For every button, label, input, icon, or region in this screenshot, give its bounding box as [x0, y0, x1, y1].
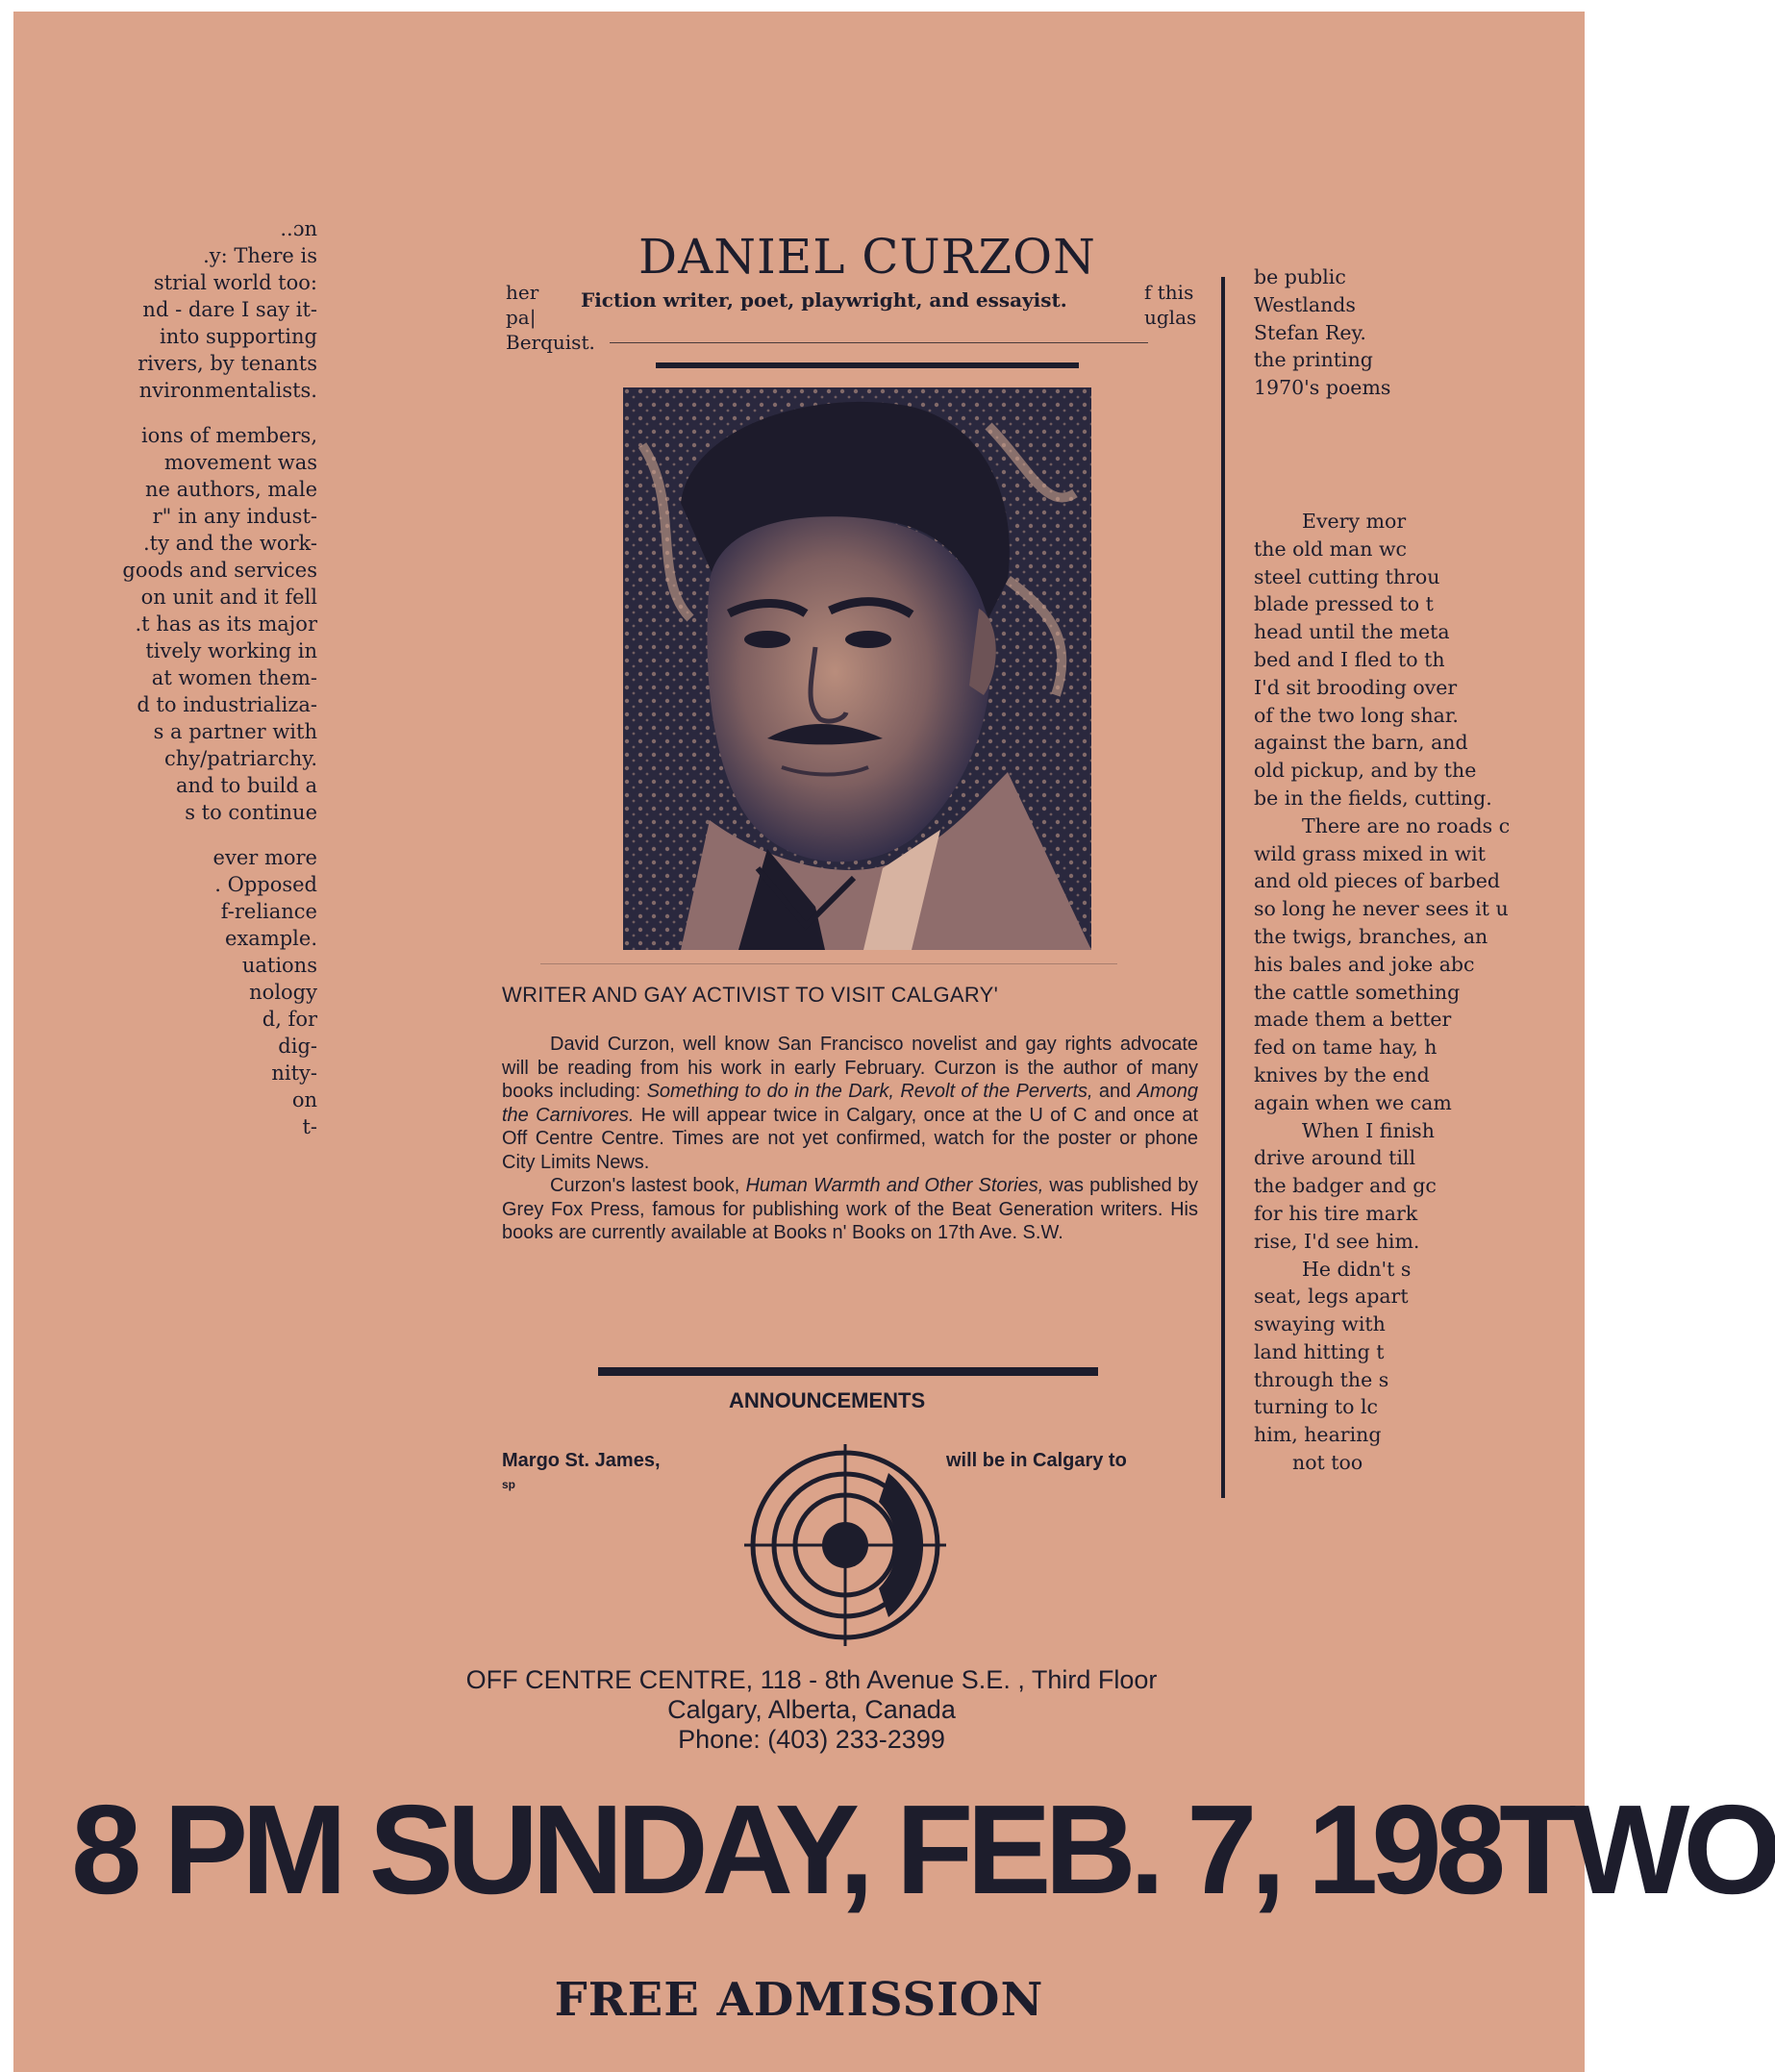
article-italic-titles: Something to do in the Dark, Revolt of the Perverts, [646, 1081, 1093, 1102]
header-fragment-left-b: pa| [506, 306, 537, 329]
announcements-divider [598, 1367, 1098, 1376]
right-line: seat, legs apart [1254, 1285, 1409, 1309]
left-line: .t has as its major [135, 612, 317, 636]
right-line: him, hearing [1254, 1423, 1382, 1447]
right-line: He didn't s [1302, 1257, 1412, 1281]
left-line: ..ɔn [280, 217, 317, 240]
left-line: d to industrializa- [137, 693, 317, 716]
author-portrait-photo [623, 387, 1091, 950]
right-line: Westlands [1254, 292, 1356, 316]
admission-label: FREE ADMISSION [554, 1973, 1044, 2027]
right-line: made them a better [1254, 1008, 1452, 1032]
right-line: be public [1254, 265, 1346, 288]
left-line: example. [225, 927, 317, 950]
header-fragment-right-a: f this [1144, 281, 1194, 304]
left-line: dig- [278, 1035, 317, 1058]
right-line: Stefan Rey. [1254, 320, 1366, 344]
right-line: his bales and joke abc [1254, 952, 1475, 976]
right-line: the twigs, branches, an [1254, 924, 1488, 948]
left-line: at women them- [151, 666, 317, 689]
left-line: nology [249, 981, 317, 1004]
left-line: . Opposed [214, 873, 317, 896]
article-headline: WRITER AND GAY ACTIVIST TO VISIT CALGARY' [502, 983, 999, 1007]
page-title: DANIEL CURZON [638, 229, 1096, 285]
right-line: When I finish [1302, 1118, 1435, 1142]
right-line: for his tire mark [1254, 1201, 1418, 1225]
event-datetime: 8 PM SUNDAY, FEB. 7, 198TWO [71, 1779, 1775, 1920]
left-line: r" in any indust- [152, 505, 317, 528]
right-line: through the s [1254, 1367, 1389, 1391]
right-line: of the two long shar. [1254, 703, 1459, 727]
venue-line-2: Calgary, Alberta, Canada [667, 1695, 956, 1724]
left-line: t- [302, 1115, 317, 1138]
article-italic-title: Among the Carnivores. [502, 1081, 1198, 1126]
column-divider [1221, 277, 1225, 1498]
left-line: nvironmentalists. [138, 379, 317, 402]
right-line: 1970's poems [1254, 376, 1391, 400]
left-line: goods and services [122, 559, 317, 582]
header-fragment-left-a: her [506, 281, 539, 304]
right-line: old pickup, and by the [1254, 759, 1477, 783]
header-divider-thick [656, 362, 1079, 368]
article-text: Curzon's lastest book, [550, 1175, 746, 1196]
right-line: the printing [1254, 348, 1373, 372]
left-line: movement was [163, 451, 317, 474]
right-line: rise, I'd see him. [1254, 1229, 1420, 1253]
left-line: f-reliance [220, 900, 317, 923]
venue-line-3: Phone: (403) 233-2399 [678, 1725, 945, 1754]
left-line: rivers, by tenants [138, 352, 317, 375]
right-line: steel cutting throu [1254, 564, 1440, 588]
header-divider-thin [610, 342, 1148, 343]
article-text: and [1092, 1081, 1138, 1102]
left-line: .ty and the work- [143, 532, 317, 555]
venue-address [302, 1665, 1321, 1755]
left-line: tively working in [145, 639, 317, 662]
right-line: drive around till [1254, 1146, 1416, 1170]
left-line: d, for [262, 1008, 317, 1031]
article-paragraph-1 [502, 1033, 1198, 1174]
header-fragment-left-c: Berquist. [506, 331, 595, 354]
right-column-gap [1254, 402, 1600, 508]
right-line: and old pieces of barbed [1254, 869, 1501, 893]
left-line: uations [241, 954, 317, 977]
article-text: He will appear twice in Calgary, once at the U of C and once at Off Centre Centre. Times are not yet confirmed, watch for the poster or phone City Limits News. [502, 1104, 1199, 1173]
target-logo-icon [744, 1444, 946, 1646]
article-italic-title: Human Warmth and Other Stories, [745, 1175, 1044, 1196]
left-line: ne authors, male [144, 478, 317, 501]
right-line: I'd sit brooding over [1254, 675, 1458, 699]
left-line: ions of members, [140, 424, 317, 447]
right-line: There are no roads c [1302, 813, 1511, 837]
right-line: Every mor [1302, 509, 1407, 533]
right-line: knives by the end [1254, 1062, 1430, 1086]
right-column-fragment [1254, 263, 1600, 1477]
right-line: bed and I fled to th [1254, 647, 1445, 671]
left-para-1 [13, 215, 317, 404]
right-line: not too [1292, 1451, 1363, 1475]
right-line: head until the meta [1254, 620, 1450, 644]
left-line: ever more [212, 846, 317, 869]
announcements-title: ANNOUNCEMENTS [729, 1388, 926, 1412]
left-line: strial world too: [153, 271, 317, 294]
announcement-left-text [502, 1450, 661, 1494]
announcement-right-text: will be in Calgary to [946, 1450, 1127, 1471]
article-text: David Curzon, well know San Francisco novelist and gay rights advocate will be reading from his work in early February. Curzon is the author of many books including: [502, 1034, 1198, 1102]
left-line: into supporting [160, 325, 317, 348]
article-text: was published by Grey Fox Press, famous for publishing work of the Beat Generation writers. His books are currently available at Books n' Books on 17th Ave. S.W. [502, 1175, 1198, 1243]
right-line: swaying with [1254, 1312, 1386, 1336]
left-line: on [291, 1088, 317, 1111]
right-line: blade pressed to t [1254, 592, 1434, 616]
venue-line-1: OFF CENTRE CENTRE, 118 - 8th Avenue S.E. , Third Floor [465, 1665, 1158, 1694]
right-line: land hitting t [1254, 1339, 1385, 1363]
left-para-3 [13, 844, 317, 1140]
header-fragment-right-b: uglas [1144, 306, 1197, 329]
flyer-sheet [13, 12, 1775, 2072]
right-line: the old man wc [1254, 537, 1408, 561]
article-body [502, 1033, 1198, 1245]
right-line: the cattle something [1254, 980, 1461, 1004]
left-para-2 [13, 422, 317, 826]
portrait-drawing [623, 387, 1091, 950]
right-line: turning to lc [1254, 1395, 1378, 1419]
right-line: again when we cam [1254, 1090, 1452, 1114]
right-line: the badger and gc [1254, 1174, 1437, 1198]
left-line: on unit and it fell [140, 586, 317, 609]
page-subtitle: Fiction writer, poet, playwright, and essayist. [581, 288, 1067, 312]
left-column-fragment [13, 215, 317, 1159]
right-line: wild grass mixed in wit [1254, 841, 1486, 865]
article-top-rule [540, 963, 1117, 964]
left-line: nd - dare I say it- [142, 298, 317, 321]
left-line: s a partner with [153, 720, 317, 743]
left-line: chy/patriarchy. [164, 747, 317, 770]
left-line: s to continue [185, 801, 317, 824]
announcement-cut-text: sp [502, 1478, 516, 1491]
left-line: and to build a [176, 774, 317, 797]
right-line: be in the fields, cutting. [1254, 786, 1492, 810]
article-paragraph-2 [502, 1174, 1198, 1245]
left-line: nity- [271, 1061, 317, 1085]
right-line: so long he never sees it u [1254, 897, 1509, 921]
right-line: against the barn, and [1254, 731, 1468, 755]
right-line: fed on tame hay, h [1254, 1036, 1438, 1060]
announcement-name: Margo St. James, [502, 1450, 661, 1471]
left-line: .y: There is [203, 244, 317, 267]
